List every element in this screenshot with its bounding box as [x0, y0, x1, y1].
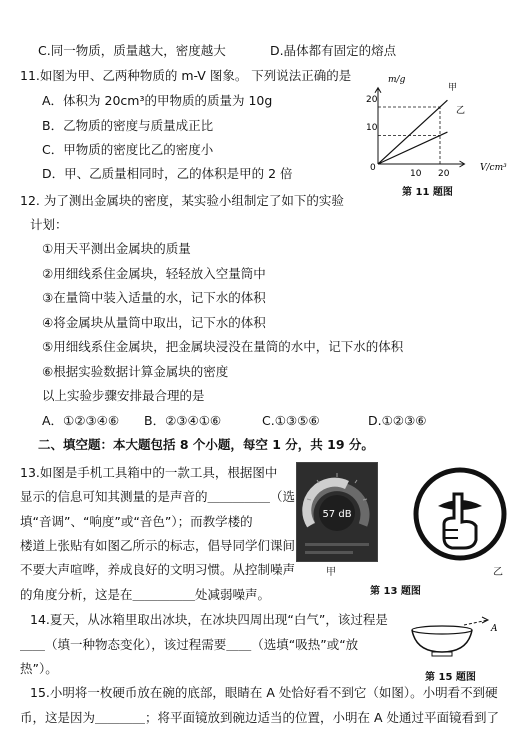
q13-figure-caption: 第 13 题图 — [370, 586, 421, 597]
q12-option-d: D.①②③⑥ — [368, 413, 427, 428]
point-a-label: A — [491, 624, 498, 634]
q14-line-2: ＿＿（填一种物态变化），该过程需要＿＿（选填“吸热”或“放 — [20, 637, 359, 652]
origin-label: 0 — [370, 163, 376, 173]
q13-line-5: 不要大声喧哗，养成良好的文明习惯。从控制噪声 — [20, 562, 296, 577]
q11-figure-caption: 第 11 题图 — [402, 187, 453, 198]
mv-series — [378, 100, 447, 164]
q11-option-c: C．甲物质的密度比乙的密度小 — [42, 142, 214, 157]
q13-line-6: 的角度分析，这是在＿＿＿＿＿处减弱噪声。 — [20, 587, 271, 602]
q15-line-2: 币，这是因为＿＿＿＿；将平面镜放到碗边适当的位置，小明在 A 处通过平面镜看到了 — [20, 710, 499, 725]
q11-option-a: A．体积为 20cm³的甲物质的质量为 10g — [42, 93, 273, 108]
figure-label-yi: 乙 — [493, 567, 503, 578]
q13-line-3: 填“音调”、“响度”或“音色”）；而教学楼的 — [20, 514, 253, 529]
y-axis-label: m/g — [388, 75, 406, 85]
q12-stem-2: 计划： — [30, 217, 68, 232]
q12-stem-1: 12. 为了测出金属块的密度，某实验小组制定了如下的实验 — [20, 193, 344, 208]
q12-step-6: ⑥根据实验数据计算金属块的密度 — [42, 364, 229, 379]
q14-line-1: 14.夏天，从冰箱里取出冰块，在冰块四周出现“白气”，该过程是 — [30, 612, 388, 627]
mv-graph — [362, 70, 512, 180]
q13-line-2: 显示的信息可知其测量的是声音的＿＿＿＿＿（选 — [20, 489, 296, 504]
q10-option-d: D.晶体都有固定的熔点 — [270, 43, 397, 58]
q12-step-5: ⑤用细线系住金属块，把金属块浸没在量筒的水中，记下水的体积 — [42, 339, 404, 354]
q12-option-c: C.①③⑤⑥ — [262, 413, 320, 428]
q12-ask: 以上实验步骤安排最合理的是 — [42, 388, 205, 403]
x-tick-10: 10 — [410, 169, 422, 179]
q15-line-1: 15.小明将一枚硬币放在碗的底部，眼睛在 A 处恰好看不到它（如图）。小明看不到硬 — [30, 685, 498, 700]
y-tick-20: 20 — [366, 95, 378, 105]
q12-option-a: A．①②③④⑥ — [42, 413, 120, 428]
figure-label-jia: 甲 — [326, 567, 336, 578]
q14-line-3: 热”）。 — [20, 661, 58, 676]
q10-option-c: C.同一物质，质量越大，密度越大 — [38, 43, 226, 58]
q13-line-1: 13.如图是手机工具箱中的一款工具，根据图中 — [20, 465, 278, 480]
q11-stem: 11.如图为甲、乙两种物质的 m-V 图象。 下列说法正确的是 — [20, 68, 352, 83]
bowl-coin-diagram — [408, 604, 503, 662]
x-tick-20: 20 — [438, 169, 450, 179]
q12-option-b: B．②③④①⑥ — [144, 413, 222, 428]
q11-option-b: B．乙物质的密度与质量成正比 — [42, 118, 214, 133]
series-line-jia — [378, 100, 447, 164]
q12-step-4: ④将金属块从量筒中取出，记下水的体积 — [42, 315, 266, 330]
section-2-heading: 二、填空题：本大题包括 8 个小题，每空 1 分，共 19 分。 — [38, 437, 374, 452]
series-line-yi — [378, 132, 447, 164]
line-jia-label: 甲 — [448, 83, 458, 93]
q11-option-d: D．甲、乙质量相同时，乙的体积是甲的 2 倍 — [42, 166, 293, 181]
q15-figure-caption: 第 15 题图 — [425, 672, 476, 683]
line-yi-label: 乙 — [456, 106, 466, 116]
x-axis-label: V/cm³ — [480, 163, 507, 173]
meter-reading: 57 dB — [322, 509, 352, 520]
q12-step-1: ①用天平测出金属块的质量 — [42, 241, 191, 256]
q13-line-4: 楼道上张贴有如图乙所示的标志，倡导同学们课间 — [20, 538, 296, 553]
quiet-sign-image — [410, 464, 510, 564]
y-tick-10: 10 — [366, 123, 378, 133]
sound-meter-image — [296, 462, 378, 562]
q12-step-3: ③在量筒中装入适量的水，记下水的体积 — [42, 290, 266, 305]
q12-step-2: ②用细线系住金属块，轻轻放入空量筒中 — [42, 266, 266, 281]
